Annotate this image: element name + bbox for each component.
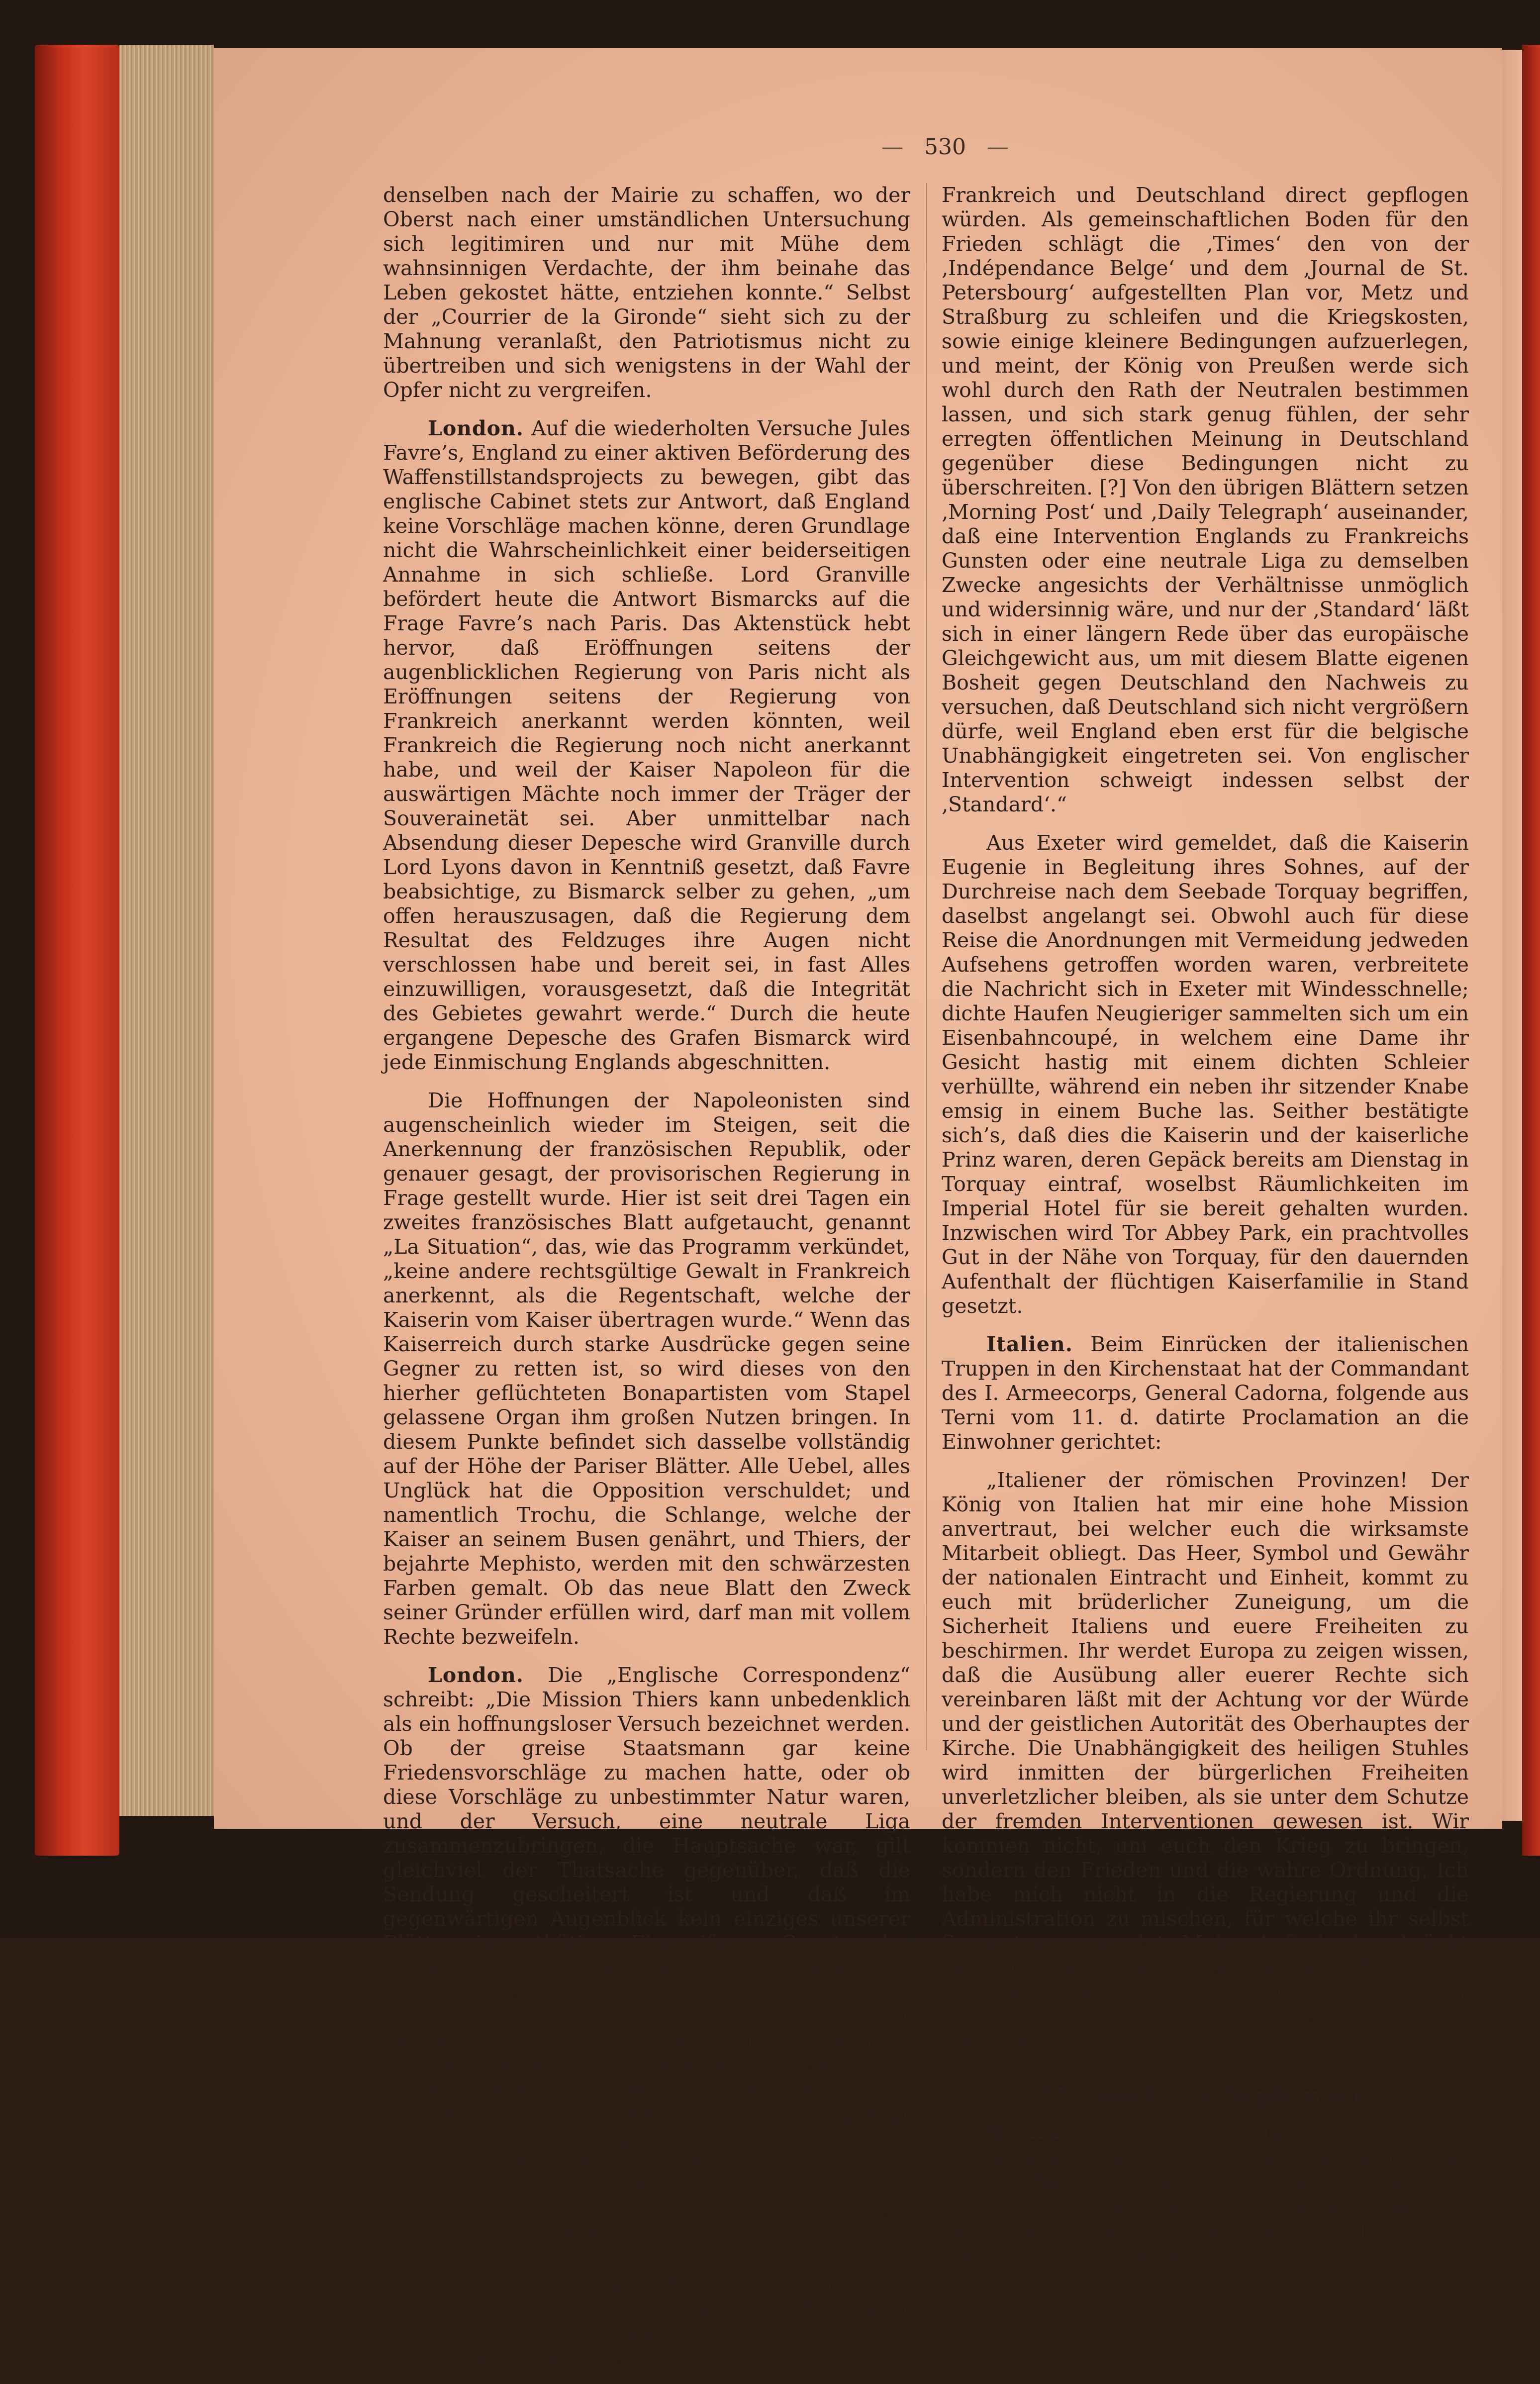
paragraph-italien (942, 1332, 1469, 1454)
paragraph-london-1 (383, 416, 910, 1075)
header-dash-right: — (986, 134, 1009, 160)
proclamation: „Italiener der römischen Provinzen! Der König von Italien hat mir eine hohe Mission anvertraut, bei welcher euch die wirksamste Mitarbeit obliegt. Das Heer, Symbol und Gewähr der nationalen Eintracht und Einheit, kommt zu euch mit brüderlicher Zuneigung, um die Sicherheit Italiens und euere Freiheiten zu beschirmen. Ihr werdet Europa zu zeigen wissen, daß die Ausübung aller euerer Rechte sich vereinbaren läßt mit der Achtung vor der Würde und der geistlichen Autorität des Oberhauptes der Kirche. Die Unabhängigkeit des heiligen Stuhles wird inmitten der bürgerlichen Freiheiten unverletzlicher bleiben, als sie unter dem Schutze der fremden Interventionen gewesen ist. Wir kommen nicht, um euch den Krieg zu bringen, sondern den Frieden und die wahre Ordnung. Ich habe mich nicht in die Regierung und die Administration zu mischen, für welche ihr selbst Sorge tragen werdet. Meine Aufgabe beschränkt sich auf die Aufrechterhaltung der öffentlichen Ordnung und die Vertheidigung der Unverletzlichkeit unseres gemeinschaftlichen Vaterlandes.“ (942, 1468, 1469, 2053)
dateline: London. (428, 416, 524, 440)
right-cover (1522, 45, 1540, 1856)
paragraph-text: Einer der Hauptschreier des Kaiserreichs, Paul de Cassagnac, kam gestern als Kriegsgefangener hier durch, und wird jetzt in Stettin Gelegenheit haben, über seine unsinnigen Hetzereien gegen Preußen und die Deutschen überhaupt nachzudenken. (942, 2121, 1469, 2267)
facing-page-edge (1502, 50, 1522, 1821)
column-divider (926, 183, 927, 1750)
paragraph-text: Die „Englische Correspondenz“ schreibt: „Die Mission Thiers kann unbedenklich als ein hoffnungsloser Versuch bezeichnet werden. Ob der greise Staatsmann gar keine Friedensvorschläge zu machen hatte, oder ob diese Vorschläge zu unbestimmter Natur waren, und der Versuch, eine neutrale Liga zusammenzubringen, die Hauptsache war, gilt gleichviel der Thatsache gegenüber, daß die Sendung gescheitert ist und daß im gegenwärtigen Augenblick kein einziges unserer Blätter einem thätigen Eingreifen zu Gunsten der unversehrten Aufrechterhaltung von Frankreichs Länderbesitz das Wort redet. Sehr bemerkenswerth ist, daß ‚Daily News‘ heute mit auffallender Schärfe erklärt, Thiers komme durchaus nicht als Abgesandter, sondern auf eigene Faust, um hier seine Ansichten vom europäischen Gleichgewicht, oder besser gesagt von der Notwendigkeit des französischen Uebergewichts unsern Ministern darzulegen. Auch die ‚Times‘ bemerkt, daß die Mitglieder der provisorischen Regierung Herrn Thiers nach London abgesandt hätten, ohne sich klar zu sein, was bei einem derartigen Auftrage die erste Bedingung sei. Bei aller Befriedigung über das französische Ansuchen könne man sich doch nicht verhehlen, daß es wünschenswerth wäre, wenn die Verhandlungen zwischen (383, 1663, 910, 2370)
dateline: Italien. (986, 1332, 1073, 1356)
paragraph-text: Auf die wiederholten Versuche Jules Favre’s, England zu einer aktiven Beförderung des Waffenstillstandsprojects zu bewegen, gibt das englische Cabinet stets zur Antwort, daß England keine Vorschläge machen könne, deren Grundlage nicht die Wahrscheinlichkeit einer beiderseitigen Annahme in sich schließe. Lord Granville befördert heute die Antwort Bismarcks auf die Frage Favre’s nach Paris. Das Aktenstück hebt hervor, daß Eröffnungen seitens der augenblicklichen Regierung von Paris nicht als Eröffnungen seitens der Regierung von Frankreich anerkannt werden könnten, weil Frankreich die Regierung noch nicht anerkannt habe, und weil der Kaiser Napoleon für die auswärtigen Mächte noch immer der Träger der Souverainetät sei. Aber unmittelbar nach Absendung dieser Depesche wird Granville durch Lord Lyons davon in Kenntniß gesetzt, daß Favre beabsichtige, zu Bismarck selber zu gehen, „um offen herauszusagen, daß die Regierung dem Resultat des Feldzuges ihre Augen nicht verschlossen habe und bereit sei, in fast Alles einzuwilligen, vorausgesetzt, daß die Integrität des Gebietes gewahrt werde.“ Durch die heute ergangene Depesche des Grafen Bismarck wird jede Einmischung Englands abgeschnitten. (383, 416, 910, 1074)
paragraph: denselben nach der Mairie zu schaffen, wo der Oberst nach einer umständlichen Untersuchung sich legitimiren und nur mit Mühe dem wahnsinnigen Verdachte, der ihm beinahe das Leben gekostet hätte, entziehen konnte.“ Selbst der „Courrier de la Gironde“ sieht sich zu der Mahnung veranlaßt, den Patriotismus nicht zu übertreiben und sich wenigstens in der Wahl der Opfer nicht zu vergreifen. (383, 183, 910, 402)
page-header (796, 134, 1094, 160)
header-dash-left: — (881, 134, 903, 160)
paragraph: Frankreich und Deutschland direct gepflogen würden. Als gemeinschaftlichen Boden für den Frieden schlägt die ‚Times‘ den von der ‚Indépendance Belge‘ und dem ‚Journal de St. Petersbourg‘ aufgestellten Plan vor, Metz und Straßburg zu schleifen und die Kriegskosten, sowie einige kleinere Bedingungen aufzuerlegen, und meint, der König von Preußen werde sich wohl durch den Rath der Neutralen bestimmen lassen, und sich stark genug fühlen, der sehr erregten öffentlichen Meinung in Deutschland gegenüber diese Bedingungen nicht zu überschreiten. [?] Von den übrigen Blättern setzen ‚Morning Post‘ und ‚Daily Telegraph‘ auseinander, daß eine Intervention Englands zu Frankreichs Gunsten oder eine neutrale Liga zu demselben Zwecke angesichts der Verhältnisse unmöglich und widersinnig wäre, und nur der ‚Standard‘ läßt sich in einer längern Rede über das europäische Gleichgewicht aus, um mit diesem Blatte eigenen Bosheit gegen Deutschland den Nachweis zu versuchen, daß Deutschland sich nicht vergrößern dürfe, weil England eben erst für die belgische Unabhängigkeit eingetreten sei. Von englischer Intervention schweigt indessen selbst der ‚Standard‘.“ (942, 183, 1469, 816)
paragraph-text: Beim Einrücken der italienischen Truppen in den Kirchenstaat hat der Commandant des I. Armeecorps, General Cadorna, folgende aus Terni vom 11. d. datirte Proclamation an die Einwohner gerichtet: (942, 1332, 1469, 1454)
page-number: 530 (924, 134, 966, 160)
date-heading: Mittwoch, 14. September. (1041, 2082, 1370, 2108)
dateline: Berlin. (986, 2121, 1068, 2145)
right-column (942, 183, 1469, 2282)
left-column (383, 183, 910, 2384)
dateline: London. (428, 1663, 524, 1687)
paragraph: Aus Exeter wird gemeldet, daß die Kaiserin Eugenie in Begleitung ihres Sohnes, auf der Durchreise nach dem Seebade Torquay begriffen, daselbst angelangt sei. Obwohl auch für diese Reise die Anordnungen mit Vermeidung jedweden Aufsehens getroffen worden waren, verbreitete die Nachricht sich in Exeter mit Windesschnelle; dichte Haufen Neugieriger sammelten sich um ein Eisenbahncoupé, in welchem eine Dame ihr Gesicht hastig mit einem dichten Schleier verhüllte, während ein neben ihr sitzender Knabe emsig in einem Buche las. Seither bestätigte sich’s, daß dies die Kaiserin und der kaiserliche Prinz waren, deren Gepäck bereits am Dienstag in Torquay eintraf, woselbst Räumlichkeiten im Imperial Hotel für sie bereit gehalten wurden. Inzwischen wird Tor Abbey Park, ein prachtvolles Gut in der Nähe von Torquay, für den dauernden Aufenthalt der flüchtigen Kaiserfamilie in Stand gesetzt. (942, 831, 1469, 1318)
paragraph-berlin (942, 2121, 1469, 2268)
page-block-edges (119, 45, 214, 1816)
paragraph: Die Hoffnungen der Napoleonisten sind augenscheinlich wieder im Steigen, seit die Anerkennung der französischen Republik, oder genauer gesagt, der provisorischen Regierung in Frage gestellt wurde. Hier ist seit drei Tagen ein zweites französisches Blatt aufgetaucht, genannt „La Situation“, das, wie das Programm verkündet, „keine andere rechtsgültige Gewalt in Frankreich anerkennt, als die Regentschaft, welche der Kaiserin vom Kaiser übertragen wurde.“ Wenn das Kaiserreich durch starke Ausdrücke gegen seine Gegner zu retten ist, so wird dieses von den hierher geflüchteten Bonapartisten vom Stapel gelassene Organ ihm großen Nutzen bringen. In diesem Punkte befindet sich dasselbe vollständig auf der Höhe der Pariser Blätter. Alle Uebel, alles Unglück hat die Opposition verschuldet; und namentlich Trochu, die Schlange, welche der Kaiser an seinem Busen genährt, und Thiers, der bejahrte Mephisto, werden mit den schwärzesten Farben gemalt. Ob das neue Blatt den Zweck seiner Gründer erfüllen wird, darf man mit vollem Rechte bezweifeln. (383, 1089, 910, 1649)
paragraph-london-2 (383, 1663, 910, 2370)
book-cover-spine (35, 45, 119, 1856)
